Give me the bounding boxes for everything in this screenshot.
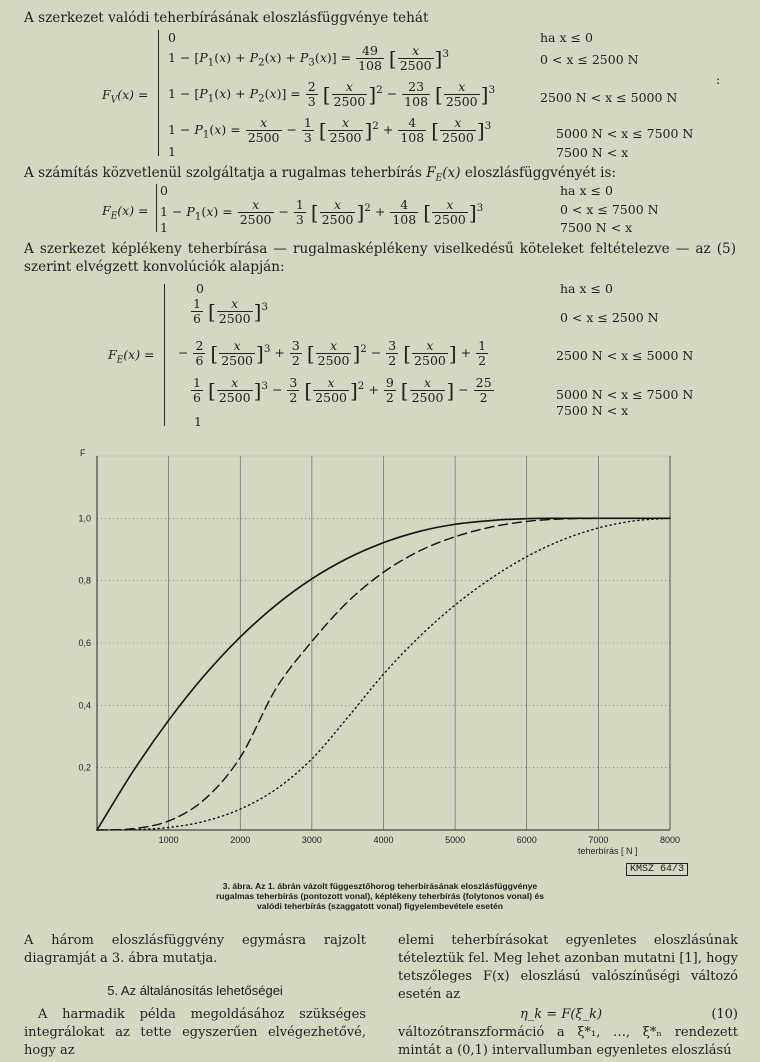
fe-lhs: $F_E(x)$ = — [102, 203, 149, 222]
fv-row-2: $1 - [P_1(x) + P_2(x)]$ = $\frac{2}{3}$ [ $\frac{x}{2500}$ ]$^2$ − $\frac{23}{108}$ [ $\frac{x}{2500}$ ]$^3$ — [168, 79, 496, 109]
x-tick-label: 5000 — [445, 835, 466, 845]
x-tick-label: 2000 — [230, 835, 251, 845]
fe-row-1: $1 - P_1(x)$ = $\frac{x}{2500}$ − $\frac{1}{3}$ [ $\frac{x}{2500}$ ]$^2$ + $\frac{4}{108}$ [ $\frac{x}{2500}$ ]$^3$ — [160, 197, 484, 227]
fe-brace — [156, 184, 157, 232]
left-paragraph-1: A három eloszlásfüggvény egymásra rajzolt diagramját a 3. ábra mutatja. — [24, 933, 366, 966]
fv-lhs: $F_V(x)$ = — [102, 87, 149, 106]
fk-cond-3: 5000 N < x ≤ 7500 N — [556, 387, 694, 402]
fv-cond-4: 7500 N < x — [556, 145, 629, 160]
fk-row-0: 0 — [196, 281, 204, 296]
fk-row-4: 1 — [194, 414, 202, 429]
y-tick-label: 0,4 — [78, 700, 91, 711]
fv-row-1: $1 - [P_1(x) + P_2(x) + P_3(x)]$ = $\frac{49}{108}$ [ $\frac{x}{2500}$ ]$^3$ — [168, 43, 449, 73]
x-tick-label: 6000 — [516, 835, 537, 845]
fv-side-mark: : — [716, 72, 721, 87]
intro-text: A szerkezet valódi teherbírásának eloszlásfüggvénye tehát — [24, 10, 429, 26]
fv-row-3: $1 - P_1(x)$ = $\frac{x}{2500}$ − $\frac{1}{3}$ [ $\frac{x}{2500}$ ]$^2$ + $\frac{4}{108}$ [ $\frac{x}{2500}$ ]$^3$ — [168, 115, 492, 145]
left-column — [24, 932, 366, 1060]
fk-row-3: $\frac{1}{6}$ [ $\frac{x}{2500}$ ]$^3$ − $\frac{3}{2}$ [ $\frac{x}{2500}$ ]$^2$ + $\frac{9}{2}$ [ $\frac{x}{2500}$ ] − $\frac{25}{2}$ — [193, 375, 492, 405]
equation-10 — [398, 1006, 738, 1024]
fe-row-0: 0 — [160, 183, 168, 198]
right-column — [398, 932, 738, 1060]
fe-cond-0: ha x ≤ 0 — [560, 183, 613, 198]
cdf-chart — [60, 440, 700, 860]
right-paragraph-2: változótranszformáció a ξ*₁, …, ξ*ₙ rendezett mintát a (0,1) intervallumban egyenletes eloszlású — [398, 1025, 738, 1058]
equation-number: (10) — [711, 1007, 738, 1022]
elastic-text: A számítás közvetlenül szolgáltatja a rugalmas teherbírás $F_E(x)$ eloszlásfüggvényét is: — [24, 165, 617, 184]
left-paragraph-2: A harmadik példa megoldásához szükséges integrálokat az tette egyszerűen elvégezhetővé, hogy az — [24, 1007, 366, 1058]
x-tick-label: 8000 — [659, 835, 681, 845]
fk-cond-1: 0 < x ≤ 2500 N — [560, 310, 659, 325]
fv-cond-1: 0 < x ≤ 2500 N — [540, 52, 639, 67]
fv-brace — [158, 30, 159, 156]
fk-cond-4: 7500 N < x — [556, 403, 629, 418]
fv-cond-3: 5000 N < x ≤ 7500 N — [556, 126, 694, 141]
y-axis-label: F — [80, 448, 86, 458]
fe-row-2: 1 — [160, 220, 168, 235]
fk-lhs: $F_E(x)$ = — [108, 347, 155, 366]
fk-row-1: $\frac{1}{6}$ [ $\frac{x}{2500}$ ]$^3$ — [193, 296, 268, 326]
fk-row-2: − $\frac{2}{6}$ [ $\frac{x}{2500}$ ]$^3$ + $\frac{3}{2}$ [ $\frac{x}{2500}$ ]$^2$ − $\frac{3}{2}$ [ $\frac{x}{2500}$ ] + $\frac{1}{2}$ — [178, 338, 487, 368]
right-paragraph-1: elemi teherbírásokat egyenletes eloszlásúnak tételeztük fel. Meg lehet azonban mutatni [1], hogy tetszőleges F(x) eloszlású valószínűségi változó esetén az — [398, 933, 738, 1002]
fv-cond-0: ha x ≤ 0 — [540, 30, 593, 45]
x-axis-label: teherbírás [ N ] — [578, 846, 638, 856]
fk-cond-2: 2500 N < x ≤ 5000 N — [556, 348, 694, 363]
fv-cond-2: 2500 N < x ≤ 5000 N — [540, 90, 678, 105]
fe-cond-1: 0 < x ≤ 7500 N — [560, 202, 659, 217]
section-heading: 5. Az általánosítás lehetőségei — [107, 983, 283, 998]
figure-caption: 3. ábra. Az 1. ábrán vázolt függesztőhorog teherbírásának eloszlásfüggvénye rugalmas teherbírás (pontozott vonal), képlékeny teherbírás (folytonos vonal) és valódi teherbírás (szaggatott vonal) figyelembevétele esetén — [215, 881, 545, 911]
y-tick-label: 1,0 — [78, 513, 91, 524]
fv-row-4: 1 — [168, 144, 176, 159]
y-tick-label: 0,2 — [78, 762, 91, 773]
chart-grid — [97, 456, 670, 830]
fk-cond-0: ha x ≤ 0 — [560, 281, 613, 296]
fe-cond-2: 7500 N < x — [560, 220, 633, 235]
plastic-text: A szerkezet képlékeny teherbírása — rugalmasképlékeny viselkedésű köteleket feltételezve — az (5) szerint elvégzett konvolúciók alapján: — [24, 241, 736, 275]
x-tick-label: 1000 — [158, 835, 179, 845]
y-tick-label: 0,6 — [78, 638, 91, 648]
equation-body: η_k = F(ξ_k) — [520, 1007, 603, 1022]
fv-row-0: 0 — [168, 30, 176, 45]
x-tick-label: 3000 — [301, 835, 322, 845]
fk-brace — [164, 284, 165, 426]
x-tick-label: 4000 — [373, 835, 394, 845]
x-tick-label: 7000 — [588, 835, 609, 845]
figure-id-box: KMSZ 64/3 — [626, 863, 688, 876]
y-tick-label: 0,8 — [78, 575, 91, 586]
